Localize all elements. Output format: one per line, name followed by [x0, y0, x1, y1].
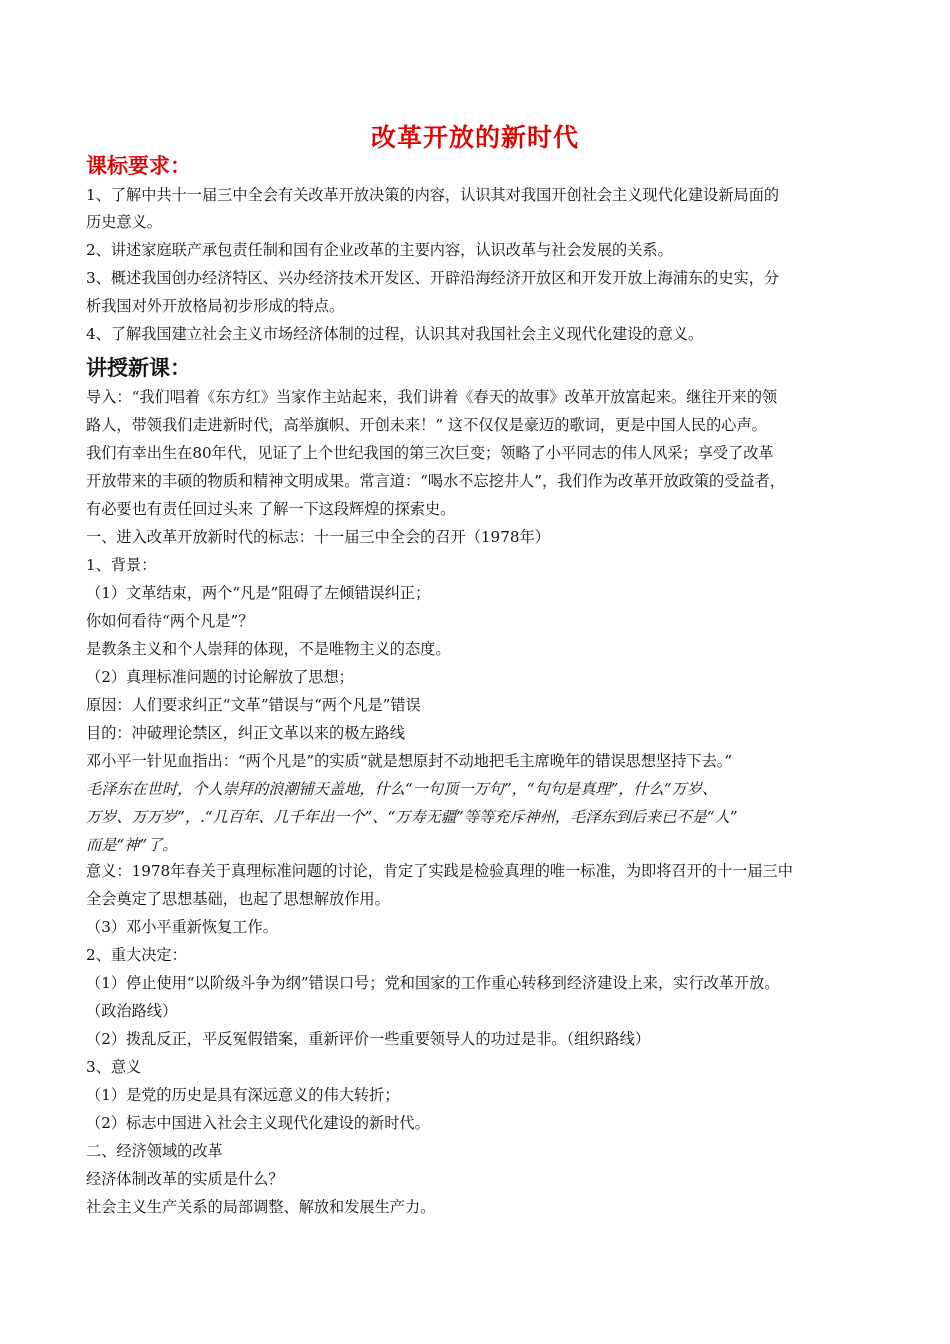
text-line: 万岁、万万岁”，.“几百年、几千年出一个”、“万寿无疆”等等充斥神州，毛泽东到后来已不是“人” [86, 808, 738, 826]
text-line: （政治路线） [86, 1002, 178, 1020]
text-line: 4、了解我国建立社会主义市场经济体制的过程，认识其对我国社会主义现代化建设的意义。 [86, 325, 704, 343]
text-line: （1）是党的历史是具有深远意义的伟大转折； [86, 1086, 400, 1104]
text-line: 经济体制改革的实质是什么？ [86, 1170, 284, 1188]
text-line: 路人，带领我们走进新时代，高举旗帜、开创未来！” 这不仅仅是豪迈的歌词，更是中国人民的心声。 [86, 416, 767, 434]
text-line: 你如何看待“两个凡是”？ [86, 612, 254, 630]
text-line: （1）停止使用“以阶级斗争为纲”错误口号；党和国家的工作重心转移到经济建设上来，实行改革开放。 [86, 974, 780, 992]
text-line: （2）标志中国进入社会主义现代化建设的新时代。 [86, 1114, 430, 1132]
text-line: 毛泽东在世时，个人崇拜的浪潮铺天盖地，什么“一句顶一万句”，“句句是真理”，什么“万岁、 [86, 780, 718, 798]
text-line: 原因：人们要求纠正“文革”错误与“两个凡是”错误 [86, 696, 421, 714]
text-line: 2、重大决定： [86, 946, 187, 964]
text-line: 是教条主义和个人崇拜的体现，不是唯物主义的态度。 [86, 640, 451, 658]
section-heading-curriculum-requirements: 课标要求： [86, 154, 191, 178]
text-line: 析我国对外开放格局初步形成的特点。 [86, 297, 345, 315]
text-line: （2）真理标准问题的讨论解放了思想； [86, 668, 354, 686]
text-line: 2、讲述家庭联产承包责任制和国有企业改革的主要内容，认识改革与社会发展的关系。 [86, 241, 673, 259]
text-line: 有必要也有责任回过头来 了解一下这段辉煌的探索史。 [86, 500, 456, 518]
document-title: 改革开放的新时代 [370, 123, 579, 152]
text-line: 目的：冲破理论禁区，纠正文革以来的极左路线 [86, 724, 405, 742]
section-heading-new-lesson: 讲授新课： [86, 356, 191, 380]
text-line: （2）拨乱反正，平反冤假错案，重新评价一些重要领导人的功过是非。（组织路线） [86, 1030, 651, 1048]
text-line: 邓小平一针见血指出：“两个凡是”的实质“就是想原封不动地把毛主席晚年的错误思想坚持下去。” [86, 752, 733, 770]
text-line: 我们有幸出生在80年代，见证了上个世纪我国的第三次巨变；领略了小平同志的伟人风采；享受了改革 [86, 444, 774, 462]
text-line: 二、经济领域的改革 [86, 1142, 223, 1160]
text-line: 一、进入改革开放新时代的标志：十一届三中全会的召开（1978年） [86, 528, 550, 546]
text-line: （3）邓小平重新恢复工作。 [86, 918, 278, 936]
text-line: 历史意义。 [86, 213, 162, 231]
text-line: 1、了解中共十一届三中全会有关改革开放决策的内容，认识其对我国开创社会主义现代化建设新局面的 [86, 186, 780, 204]
text-line: 导入：“我们唱着《东方红》当家作主站起来，我们讲着《春天的故事》改革开放富起来。继往开来的领 [86, 388, 778, 406]
text-line: 1、背景： [86, 556, 157, 574]
text-line: （1）文革结束，两个“凡是”阻碍了左倾错误纠正； [86, 584, 431, 602]
text-line: 3、意义 [86, 1058, 142, 1076]
text-line: 社会主义生产关系的局部调整、解放和发展生产力。 [86, 1198, 436, 1216]
text-line: 而是“神”了。 [86, 836, 178, 854]
text-line: 全会奠定了思想基础，也起了思想解放作用。 [86, 890, 390, 908]
text-line: 开放带来的丰硕的物质和精神文明成果。常言道：“喝水不忘挖井人”，我们作为改革开放政策的受益者， [86, 472, 785, 490]
text-line: 意义：1978年春关于真理标准问题的讨论，肯定了实践是检验真理的唯一标准，为即将召开的十一届三中 [86, 862, 793, 880]
text-line: 3、概述我国创办经济特区、兴办经济技术开发区、开辟沿海经济开放区和开发开放上海浦东的史实，分 [86, 269, 780, 287]
